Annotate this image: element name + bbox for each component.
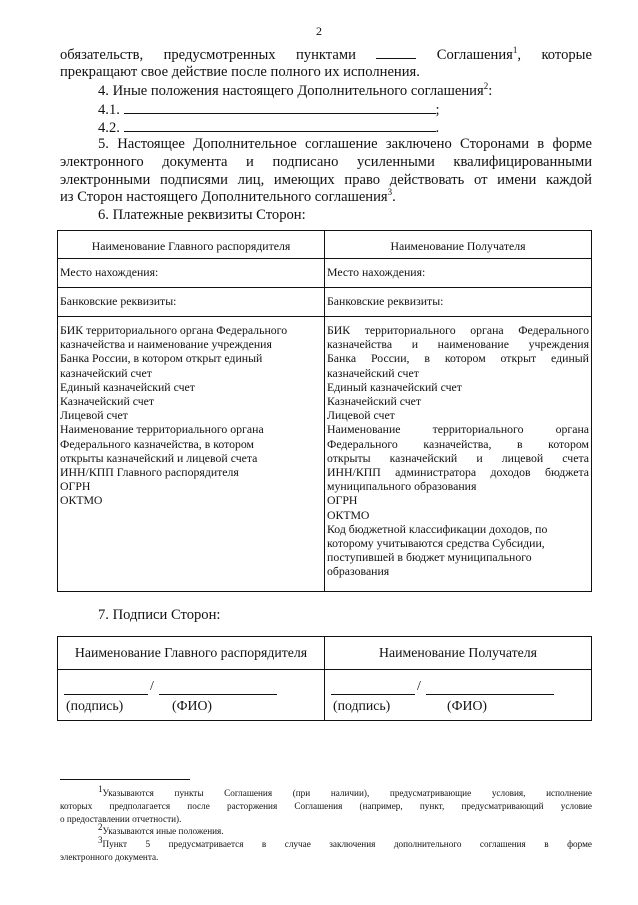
- text-word: Соглашения$^1$,: [436, 45, 522, 63]
- left-requisite-line: ИНН/КПП Главного распорядителя: [60, 465, 239, 480]
- footnote-separator: [60, 779, 190, 780]
- right-requisite-line: казначейский счет: [327, 365, 419, 380]
- signature-right-cell: [325, 670, 592, 721]
- left-requisite-line: Казначейский счет: [60, 394, 155, 409]
- right-requisite-line: Федерального казначейства, в котором: [327, 436, 589, 451]
- footnote-1-line2: которых предполагается после расторжения Соглашения (например, пункт, предусматривающий условие: [60, 801, 592, 811]
- left-requisite-line: ОГРН: [60, 479, 91, 494]
- left-requisite-line: казначейства и наименование учреждения: [60, 337, 272, 352]
- left-requisite-line: открыты казначейский и лицевой счета: [60, 450, 258, 465]
- left-requisite-line: Банка России, в котором открыт единый: [60, 351, 263, 366]
- signature-left-cell: [58, 670, 325, 721]
- left-requisite-line: Федерального казначейства, в котором: [60, 436, 255, 451]
- right-requisite-line: открыты казначейский и лицевой счета: [327, 450, 589, 465]
- name-caption: (ФИО): [172, 698, 213, 713]
- signature-slash: /: [150, 678, 154, 693]
- signature-slash: /: [417, 678, 421, 693]
- left-requisite-line: БИК территориального органа Федерального: [60, 323, 288, 337]
- signature-left-header: Наименование Главного распорядителя: [58, 637, 325, 670]
- right-requisite-line: Лицевой счет: [327, 408, 395, 423]
- signature-line: [329, 678, 587, 698]
- right-requisite-line: образования: [327, 564, 390, 579]
- requisites-left-header: Наименование Главного распорядителя: [58, 231, 325, 259]
- item-4-2: 4.2. .: [98, 120, 440, 136]
- text-word: обязательств,: [60, 47, 144, 63]
- text-word: предусмотренных: [163, 47, 276, 63]
- footnote-3-line2: электронного документа.: [60, 852, 159, 862]
- right-requisite-line: ОГРН: [327, 493, 358, 508]
- item-5-line4: из Сторон настоящего Дополнительного соглашения$^3$.: [60, 187, 396, 205]
- item-4-heading: 4. Иные положения настоящего Дополнительного соглашения$^2$:: [98, 81, 493, 99]
- footnote-1-line1: $^1$Указываются пункты Соглашения (при наличии), предусматривающие условия, исполнение: [98, 783, 592, 798]
- name-blank: [426, 678, 554, 695]
- left-requisite-line: Лицевой счет: [60, 408, 128, 423]
- right-bank-label: Банковские реквизиты:: [325, 288, 592, 317]
- requisites-right-header: Наименование Получателя: [325, 231, 592, 259]
- right-requisite-line: Код бюджетной классификации доходов, по: [327, 521, 548, 536]
- text-word: пунктами: [295, 47, 356, 63]
- footnote-1-line3: о предоставлении отчетности).: [60, 814, 182, 824]
- paragraph-continuation-line1: [60, 46, 592, 64]
- footnote-3-line1: $^3$Пункт 5 предусматривается в случае заключения дополнительного соглашения в форме: [98, 834, 592, 849]
- right-requisite-line: Наименование территориального органа: [327, 422, 589, 437]
- blank-field: [124, 101, 436, 114]
- left-requisite-line: Единый казначейский счет: [60, 379, 195, 394]
- text-word: которые: [541, 47, 592, 63]
- signature-caption: (подпись): [333, 698, 391, 713]
- right-requisite-line: муниципального образования: [327, 479, 477, 494]
- right-requisite-line: Казначейский счет: [327, 394, 422, 409]
- signature-blank: [331, 678, 415, 695]
- left-requisite-line: ОКТМО: [60, 493, 103, 508]
- name-caption: (ФИО): [447, 698, 488, 713]
- item-7-heading: 7. Подписи Сторон:: [98, 607, 221, 623]
- right-requisite-line: Банка России, в котором открыт единый: [327, 351, 589, 366]
- item-4-1: 4.1. ;: [98, 102, 440, 118]
- right-requisite-line: ОКТМО: [327, 507, 370, 522]
- right-requisite-line: БИК территориального органа Федерального: [327, 323, 589, 337]
- right-requisites-list: [325, 317, 592, 592]
- left-requisite-line: казначейский счет: [60, 365, 152, 380]
- signature-caption: (подпись): [66, 698, 124, 713]
- name-blank: [159, 678, 277, 695]
- item-5-line3: электронными подписями лиц, имеющих право действовать от имени каждой: [60, 172, 592, 188]
- right-requisite-line: ИНН/КПП администратора доходов бюджета: [327, 465, 589, 480]
- blank-field: [124, 119, 436, 132]
- left-requisites-list: [58, 317, 325, 592]
- right-requisite-line: Единый казначейский счет: [327, 379, 462, 394]
- signatures-table: [57, 636, 592, 721]
- right-requisite-line: казначейства и наименование учреждения: [327, 337, 589, 352]
- blank-field: [376, 46, 416, 59]
- signature-line: [62, 678, 320, 698]
- right-requisite-line: которому учитываются средства Субсидии,: [327, 536, 545, 551]
- footnote-2: $^2$Указываются иные положения.: [98, 821, 224, 836]
- signature-blank: [64, 678, 148, 695]
- item-5-line1: 5. Настоящее Дополнительное соглашение заключено Сторонами в форме: [98, 136, 592, 152]
- paragraph-continuation-line2: прекращают свое действие после полного их исполнения.: [60, 64, 420, 80]
- item-6-heading: 6. Платежные реквизиты Сторон:: [98, 207, 306, 223]
- signature-right-header: Наименование Получателя: [325, 637, 592, 670]
- left-requisite-line: Наименование территориального органа: [60, 422, 264, 437]
- left-location-label: Место нахождения:: [58, 259, 325, 288]
- left-bank-label: Банковские реквизиты:: [58, 288, 325, 317]
- right-location-label: Место нахождения:: [325, 259, 592, 288]
- right-requisite-line: поступившей в бюджет муниципального: [327, 550, 532, 565]
- requisites-table: [57, 230, 592, 592]
- page-number: 2: [316, 24, 322, 38]
- item-5-line2: электронного документа и подписано усиленными квалифицированными: [60, 154, 592, 170]
